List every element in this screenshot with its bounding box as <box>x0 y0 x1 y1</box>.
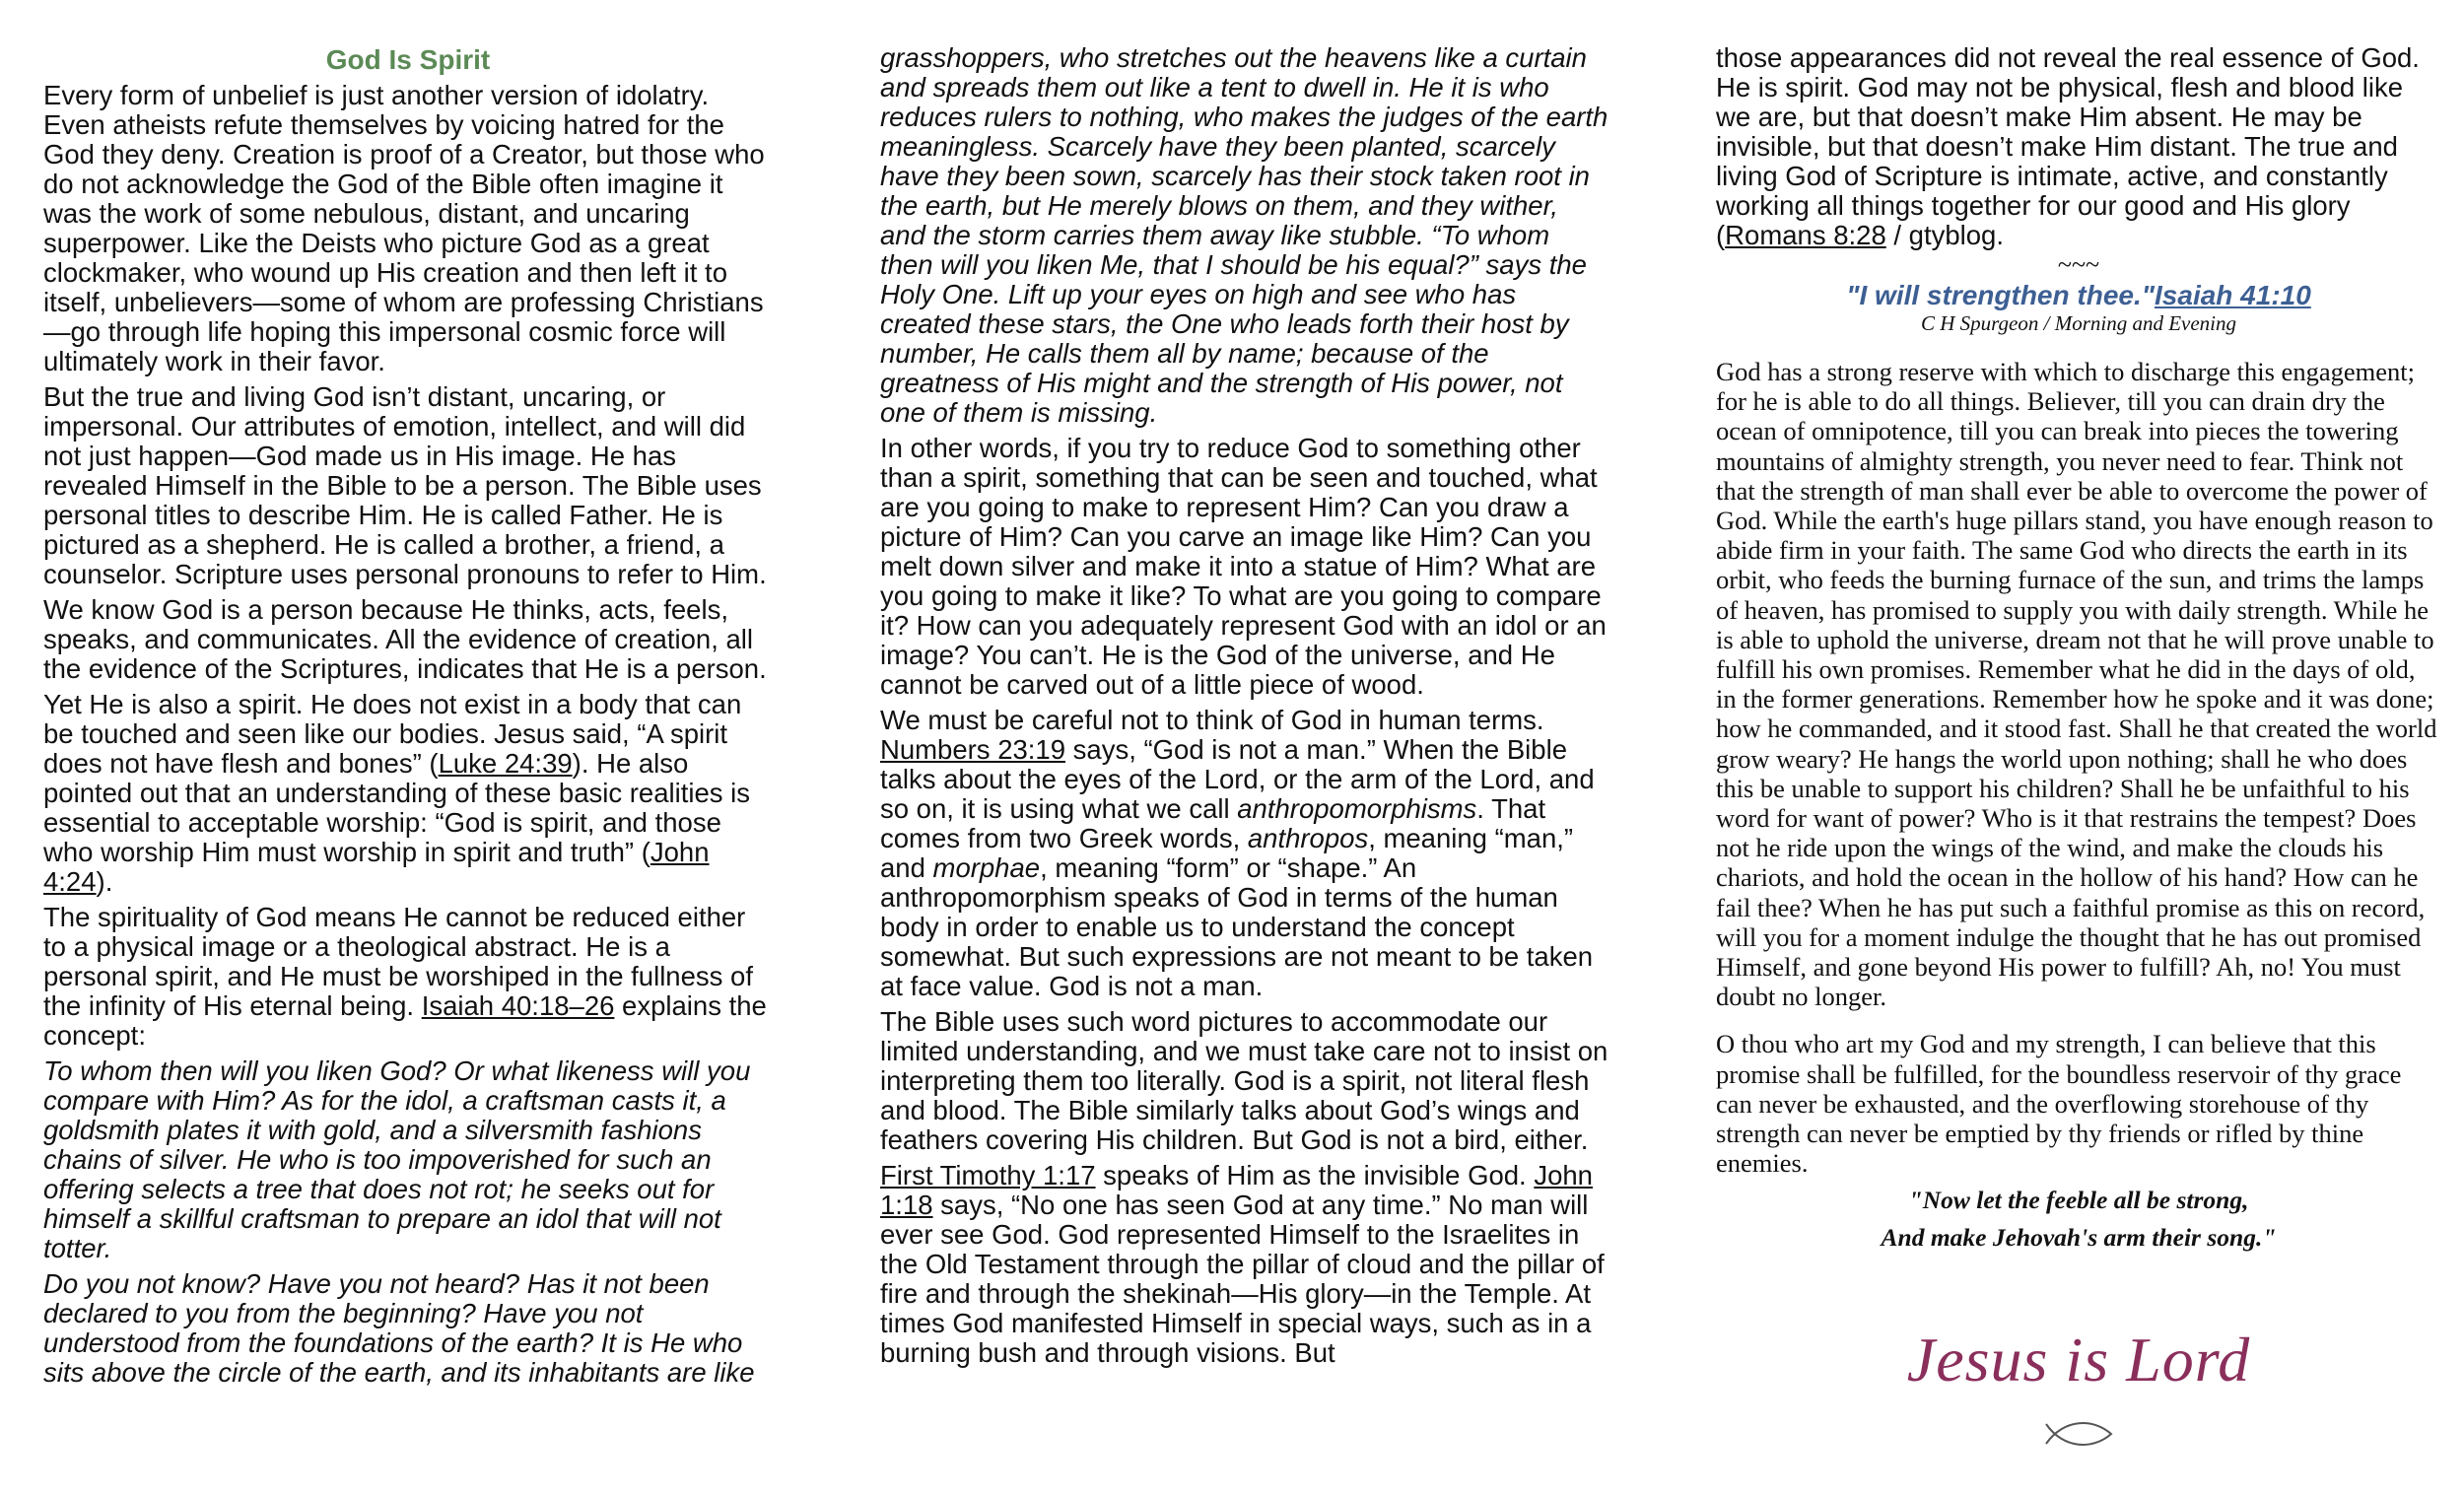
section-divider: ~~~ <box>2057 250 2100 279</box>
paragraph: those appearances did not reveal the real essence of God. He is spirit. God may not be physical, flesh and blood like we are, but that doesn’t make Him absent. He may be invisible, but that doesn’t make Him distant. The true and living God of Scripture is intimate, active, and constantly working all things together for our good and His glory (Romans 8:28 / gtyblog. <box>1716 42 2420 250</box>
poem-line: "Now let the feeble all be strong, <box>1908 1186 2249 1215</box>
paragraph: The Bible uses such word pictures to accommodate our limited understanding, and we must take care not to insist on interpreting them too literally. God is a spirit, not literal flesh and blood. The Bible similarly talks about God’s wings and feathers covering His children. But God is not a bird, either. <box>880 1006 1608 1155</box>
scripture-link-isaiah-41-10[interactable]: Isaiah 41:10 <box>2155 280 2311 310</box>
ichthys-fish-icon <box>2044 1420 2113 1448</box>
right-column <box>1716 43 2441 1448</box>
paragraph: In other words, if you try to reduce God to something other than a spirit, something that can be seen and touched, what are you going to make to represent Him? Can you draw a picture of Him? Can you carve an image like Him? Can you melt down silver and make it into a statue of Him? What are you going to make it like? To what are you going to compare it? How can you adequately represent God with an idol or an image? You can’t. He is the God of the universe, and He cannot be carved out of a little piece of wood. <box>880 433 1607 700</box>
article-title: God Is Spirit <box>325 44 491 75</box>
scripture-link-numbers-23-19[interactable]: Numbers 23:19 <box>880 734 1066 765</box>
paragraph: The spirituality of God means He cannot be reduced either to a physical image or a theological abstract. He is a personal spirit, and He must be worshiped in the fullness of the infinity of His eternal being. Isaiah 40:18–26 explains the concept: <box>43 902 767 1051</box>
scripture-link-john-1-18[interactable]: John 1:18 <box>880 1160 1593 1220</box>
paragraph: God has a strong reserve with which to discharge this engagement; for he is able to do all things. Believer, till you can drain dry the ocean of omnipotence, till you can break into pieces the towering mountains of almighty strength, you never need to fear. Think not that the strength of man shall ever be able to overcome the power of God. While the earth's huge pillars stand, you have enough reason to abide firm in your faith. The same God who directs the earth in its orbit, who feeds the burning furnace of the sun, and trims the lamps of heaven, has promised to supply you with daily strength. While he is able to uphold the universe, dream not that he will prove unable to fulfill his own promises. Remember what he did in the days of old, in the former generations. Remember how he spoke and it was done; how he commanded, and it stood fast. Shall he that created the world grow weary? He hangs the world upon nothing; shall he who does this be unable to support his children? Shall he be unfaithful to his word for want of power? Who is it that restrains the tempest? Does not he ride upon the wings of the wind, and make the clouds his chariots, and hold the ocean in the hollow of his hand? How can he fail thee? When he has put such a faithful promise as this on record, will you for a moment indulge the thought that he has out promised Himself, and gone beyond His power to fulfill? Ah, no! You must doubt no longer. <box>1716 357 2437 1012</box>
devotional-heading: "I will strengthen thee."Isaiah 41:10 <box>1846 280 2311 310</box>
paragraph: Yet He is also a spirit. He does not exist in a body that can be touched and seen like our bodies. Jesus said, “A spirit does not have flesh and bones” (Luke 24:39). He also pointed out that an understanding of these basic realities is essential to acceptable worship: “God is spirit, and those who worship Him must worship in spirit and truth” (John 4:24). <box>43 689 751 897</box>
scripture-quote: To whom then will you liken God? Or what likeness will you compare with Him? As for the idol, a craftsman casts it, a goldsmith plates it with gold, and a silversmith fashions chains of silver. He who is too impoverished for such an offering selects a tree that does not rot; he seeks out for himself a skillful craftsman to prepare an idol that will not totter. <box>43 1055 751 1263</box>
scripture-quote: Do you not know? Have you not heard? Has it not been declared to you from the beginning? Have you not understood from the foundations of the earth? It is He who sits above the circle of the earth, and its inhabitants are like <box>43 1268 755 1388</box>
scripture-quote: grasshoppers, who stretches out the heavens like a curtain and spreads them out like a tent to dwell in. He it is who reduces rulers to nothing, who makes the judges of the earth meaningless. Scarcely have they been planted, scarcely have they been sown, scarcely has their stock taken root in the earth, but He merely blows on them, and they wither, and the storm carries them away like stubble. “To whom then will you liken Me, that I should be his equal?” says the Holy One. Lift up your eyes on high and see who has created these stars, the One who leads forth their host by number, He calls them all by name; because of the greatness of His might and the strength of His power, not one of them is missing. <box>880 42 1608 428</box>
scripture-link-romans-8-28[interactable]: Romans 8:28 <box>1725 220 1886 250</box>
paragraph: But the true and living God isn’t distant, uncaring, or impersonal. Our attributes of emotion, intellect, and will did not just happen—God made us in His image. He has revealed Himself in the Bible to be a person. The Bible uses personal titles to describe Him. He is called Father. He is pictured as a shepherd. He is called a brother, a friend, a counselor. Scripture uses personal pronouns to refer to Him. <box>43 381 767 589</box>
paragraph: O thou who art my God and my strength, I can believe that this promise shall be fulfilled, for the boundless reservoir of thy grace can never be exhausted, and the overflowing storehouse of thy strength can never be emptied by thy friends or rifled by thine enemies. <box>1716 1029 2402 1179</box>
scripture-link-isaiah-40-18[interactable]: Isaiah 40:18–26 <box>421 990 615 1021</box>
devotional-body <box>1716 357 2441 1178</box>
paragraph: We know God is a person because He thinks, acts, feels, speaks, and communicates. All the evidence of creation, all the evidence of the Scriptures, indicates that He is a person. <box>43 594 767 684</box>
devotional-byline: C H Spurgeon / Morning and Evening <box>1920 311 2237 335</box>
scripture-link-luke-24-39[interactable]: Luke 24:39 <box>438 748 573 779</box>
scripture-link-john-4-24[interactable]: John 4:24 <box>43 837 710 897</box>
poem-line: And make Jehovah's arm their song." <box>1881 1223 2277 1253</box>
left-column <box>43 43 773 1394</box>
scripture-link-1-timothy-1-17[interactable]: First Timothy 1:17 <box>880 1160 1096 1190</box>
paragraph: Every form of unbelief is just another version of idolatry. Even atheists refute themselves by voicing hatred for the God they deny. Creation is proof of a Creator, but those who do not acknowledge the God of the Bible often imagine it was the work of some nebulous, distant, and uncaring superpower. Like the Deists who picture God as a great clockmaker, who wound up His creation and then left it to itself, unbelievers—some of whom are professing Christians—go through life hoping this impersonal cosmic force will ultimately work in their favor. <box>43 80 765 376</box>
paragraph: First Timothy 1:17 speaks of Him as the invisible God. John 1:18 says, “No one has seen God at any time.” No man will ever see God. God represented Himself to the Israelites in the Old Testament through the pillar of cloud and the pillar of fire and through the shekinah—His glory—in the Temple. At times God manifested Himself in special ways, such as in a burning bush and through visions. But <box>880 1160 1605 1368</box>
paragraph: We must be careful not to think of God in human terms. Numbers 23:19 says, “God is not a man.” When the Bible talks about the eyes of the Lord, or the arm of the Lord, and so on, it is using what we call anthropomorphisms. That comes from two Greek words, anthropos, meaning “man,” and morphae, meaning “form” or “shape.” An anthropomorphism speaks of God in terms of the human body in order to enable us to understand the concept somewhat. But such expressions are not meant to be taken at face value. God is not a man. <box>880 705 1595 1001</box>
jesus-is-lord-signature: Jesus is Lord <box>1906 1325 2251 1395</box>
middle-column <box>880 43 1609 1374</box>
